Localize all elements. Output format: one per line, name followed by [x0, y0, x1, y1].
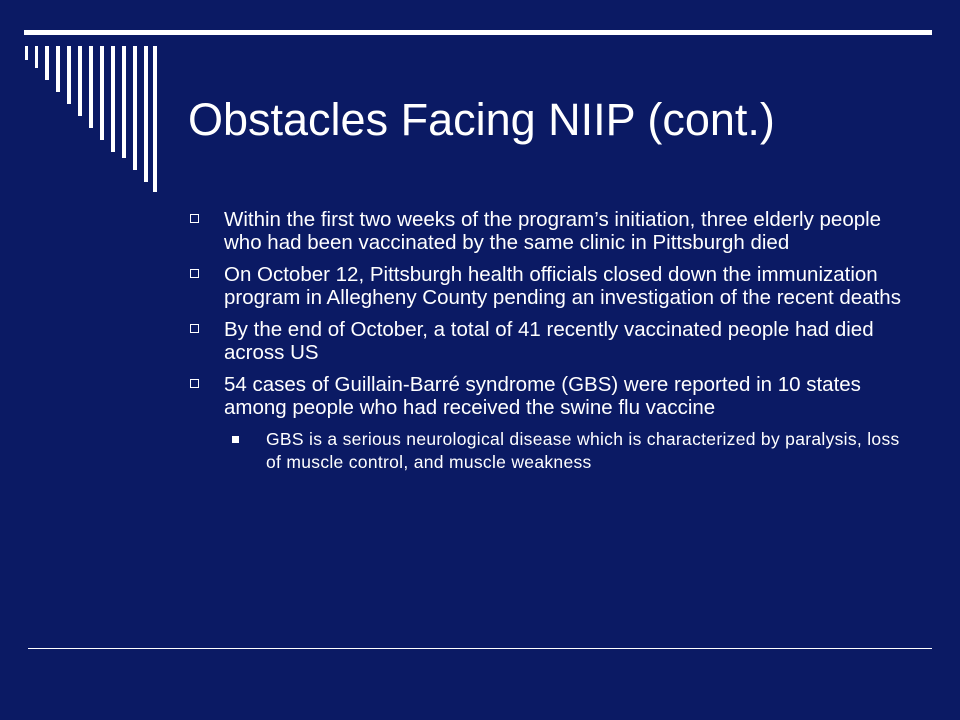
hollow-square-bullet-icon: [190, 269, 199, 278]
decorative-vertical-bar: [35, 46, 38, 68]
bullet-item: [188, 318, 918, 364]
decorative-vertical-bar: [144, 46, 148, 182]
decorative-vertical-bar: [78, 46, 82, 116]
decorative-vertical-bar: [67, 46, 71, 104]
bottom-divider-line: [28, 648, 932, 649]
slide-content: [188, 208, 918, 474]
decorative-vertical-bar: [111, 46, 115, 152]
decorative-vertical-bar: [122, 46, 126, 158]
decorative-vertical-bar: [89, 46, 93, 128]
bullet-item: [188, 373, 918, 419]
bullet-item: [188, 208, 918, 254]
decorative-vertical-bar: [25, 46, 28, 60]
hollow-square-bullet-icon: [190, 379, 199, 388]
top-decorative-bar: [24, 30, 932, 35]
decorative-vertical-bar: [100, 46, 104, 140]
bullet-text: On October 12, Pittsburgh health officials closed down the immunization program in Allegheny County pending an investigation of the recent deaths: [224, 263, 901, 309]
bullet-text: 54 cases of Guillain-Barré syndrome (GBS) were reported in 10 states among people who had received the swine flu vaccine: [224, 373, 861, 419]
decorative-vertical-bar: [153, 46, 157, 192]
hollow-square-bullet-icon: [190, 324, 199, 333]
sub-bullet-item: [188, 428, 918, 474]
decorative-vertical-bar: [133, 46, 137, 170]
hollow-square-bullet-icon: [190, 214, 199, 223]
bullet-item: [188, 263, 918, 309]
bullet-text: Within the first two weeks of the program’s initiation, three elderly people who had been vaccinated by the same clinic in Pittsburgh died: [224, 208, 882, 254]
decorative-vertical-bar: [45, 46, 49, 80]
slide-title: Obstacles Facing NIIP (cont.): [188, 94, 775, 145]
sub-bullet-text: GBS is a serious neurological disease which is characterized by paralysis, loss of muscle control, and muscle weakness: [266, 429, 900, 472]
bullet-text: By the end of October, a total of 41 recently vaccinated people had died across US: [224, 318, 874, 364]
decorative-vertical-bar: [56, 46, 60, 92]
filled-square-bullet-icon: [232, 436, 239, 443]
